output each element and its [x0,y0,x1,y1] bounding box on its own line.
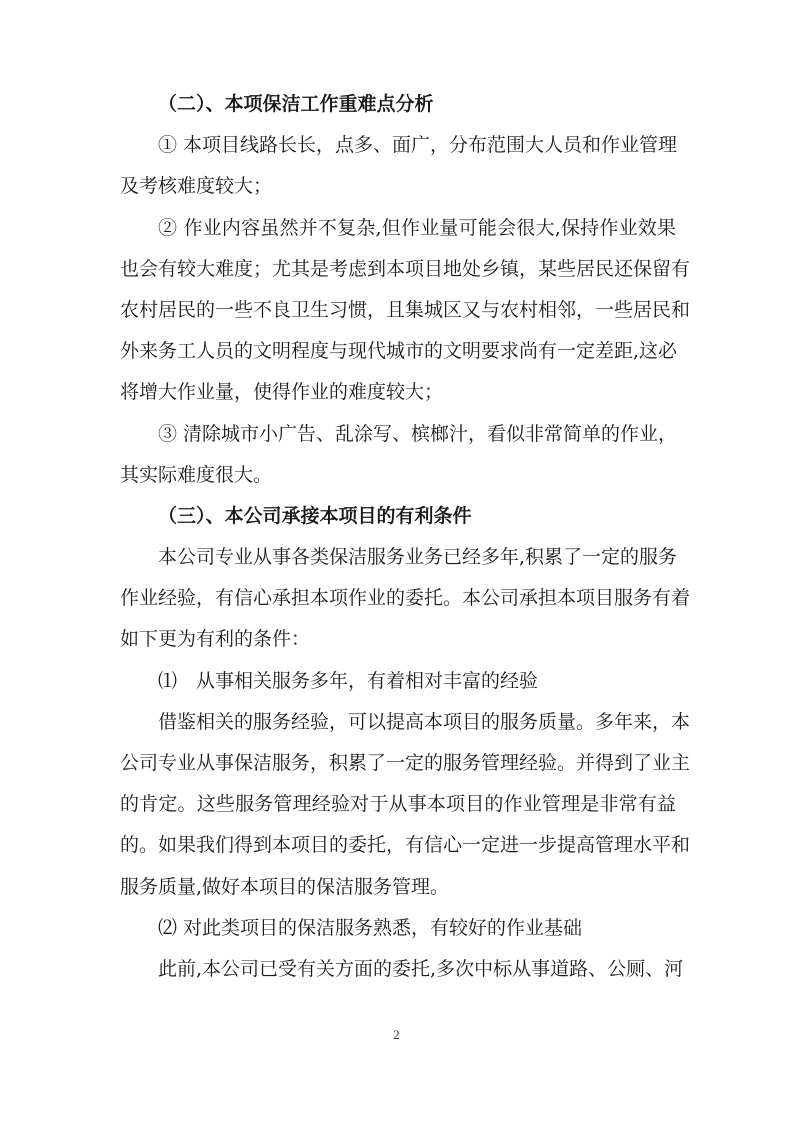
text-line: 此前,本公司已受有关方面的委托,多次中标从事道路、公厕、河 [158,957,684,980]
text-line: 将增大作业量，使得作业的难度较大； [120,381,444,404]
text-line: 本公司专业从事各类保洁服务业务已经多年,积累了一定的服务 [158,546,678,569]
text-line: 及考核难度较大； [120,175,273,198]
subheading-advantage-2: ⑵ 对此类项目的保洁服务熟悉，有较好的作业基础 [158,916,583,939]
section-heading-2: （二）、本项保洁工作重难点分析 [158,93,434,115]
text-line: 外来务工人员的文明程度与现代城市的文明要求尚有一定差距,这必 [120,340,678,363]
paragraph-difficulty-1 [120,125,676,207]
text-line: 借鉴相关的服务经验，可以提高本项目的服务质量。多年来，本 [158,710,691,733]
text-line: ② 作业内容虽然并不复杂,但作业量可能会很大,保持作业效果 [158,216,676,239]
paragraph-difficulty-2 [120,208,691,414]
section-heading-3: （三）、本公司承接本项目的有利条件 [158,504,472,527]
text-line: 也会有较大难度；尤其是考虑到本项目地处乡镇，某些居民还保留有 [120,257,691,280]
paragraph-previous-work [120,949,684,990]
text-line: 农村居民的一些不良卫生习惯，且集城区又与农村相邻，一些居民和 [120,298,691,321]
subheading-advantage-1: ⑴ 从事相关服务多年，有着相对丰富的经验 [158,669,539,692]
document-page [120,84,691,990]
text-line: 如下更为有利的条件： [120,628,311,651]
text-line: ③ 清除城市小广告、乱涂写、槟榔汁，看似非常简单的作业， [158,422,678,445]
text-line: 服务质量,做好本项目的保洁服务管理。 [120,875,450,898]
text-line: 作业经验，有信心承担本项作业的委托。本公司承担本项目服务有着 [120,587,691,610]
paragraph-difficulty-3 [120,414,676,496]
page-number: 2 [393,1027,400,1042]
text-line: ① 本项目线路长长，点多、面广，分布范围大人员和作业管理 [158,134,678,157]
text-line: 其实际难度很大。 [120,463,273,486]
paragraph-intro [120,537,691,661]
text-line: 的。如果我们得到本项目的委托，有信心一定进一步提高管理水平和 [120,834,691,857]
paragraph-experience [120,702,691,908]
text-line: 公司专业从事保洁服务，积累了一定的服务管理经验。并得到了业主 [120,752,691,774]
text-line: 的肯定。这些服务管理经验对于从事本项目的作业管理是非常有益 [120,793,676,816]
